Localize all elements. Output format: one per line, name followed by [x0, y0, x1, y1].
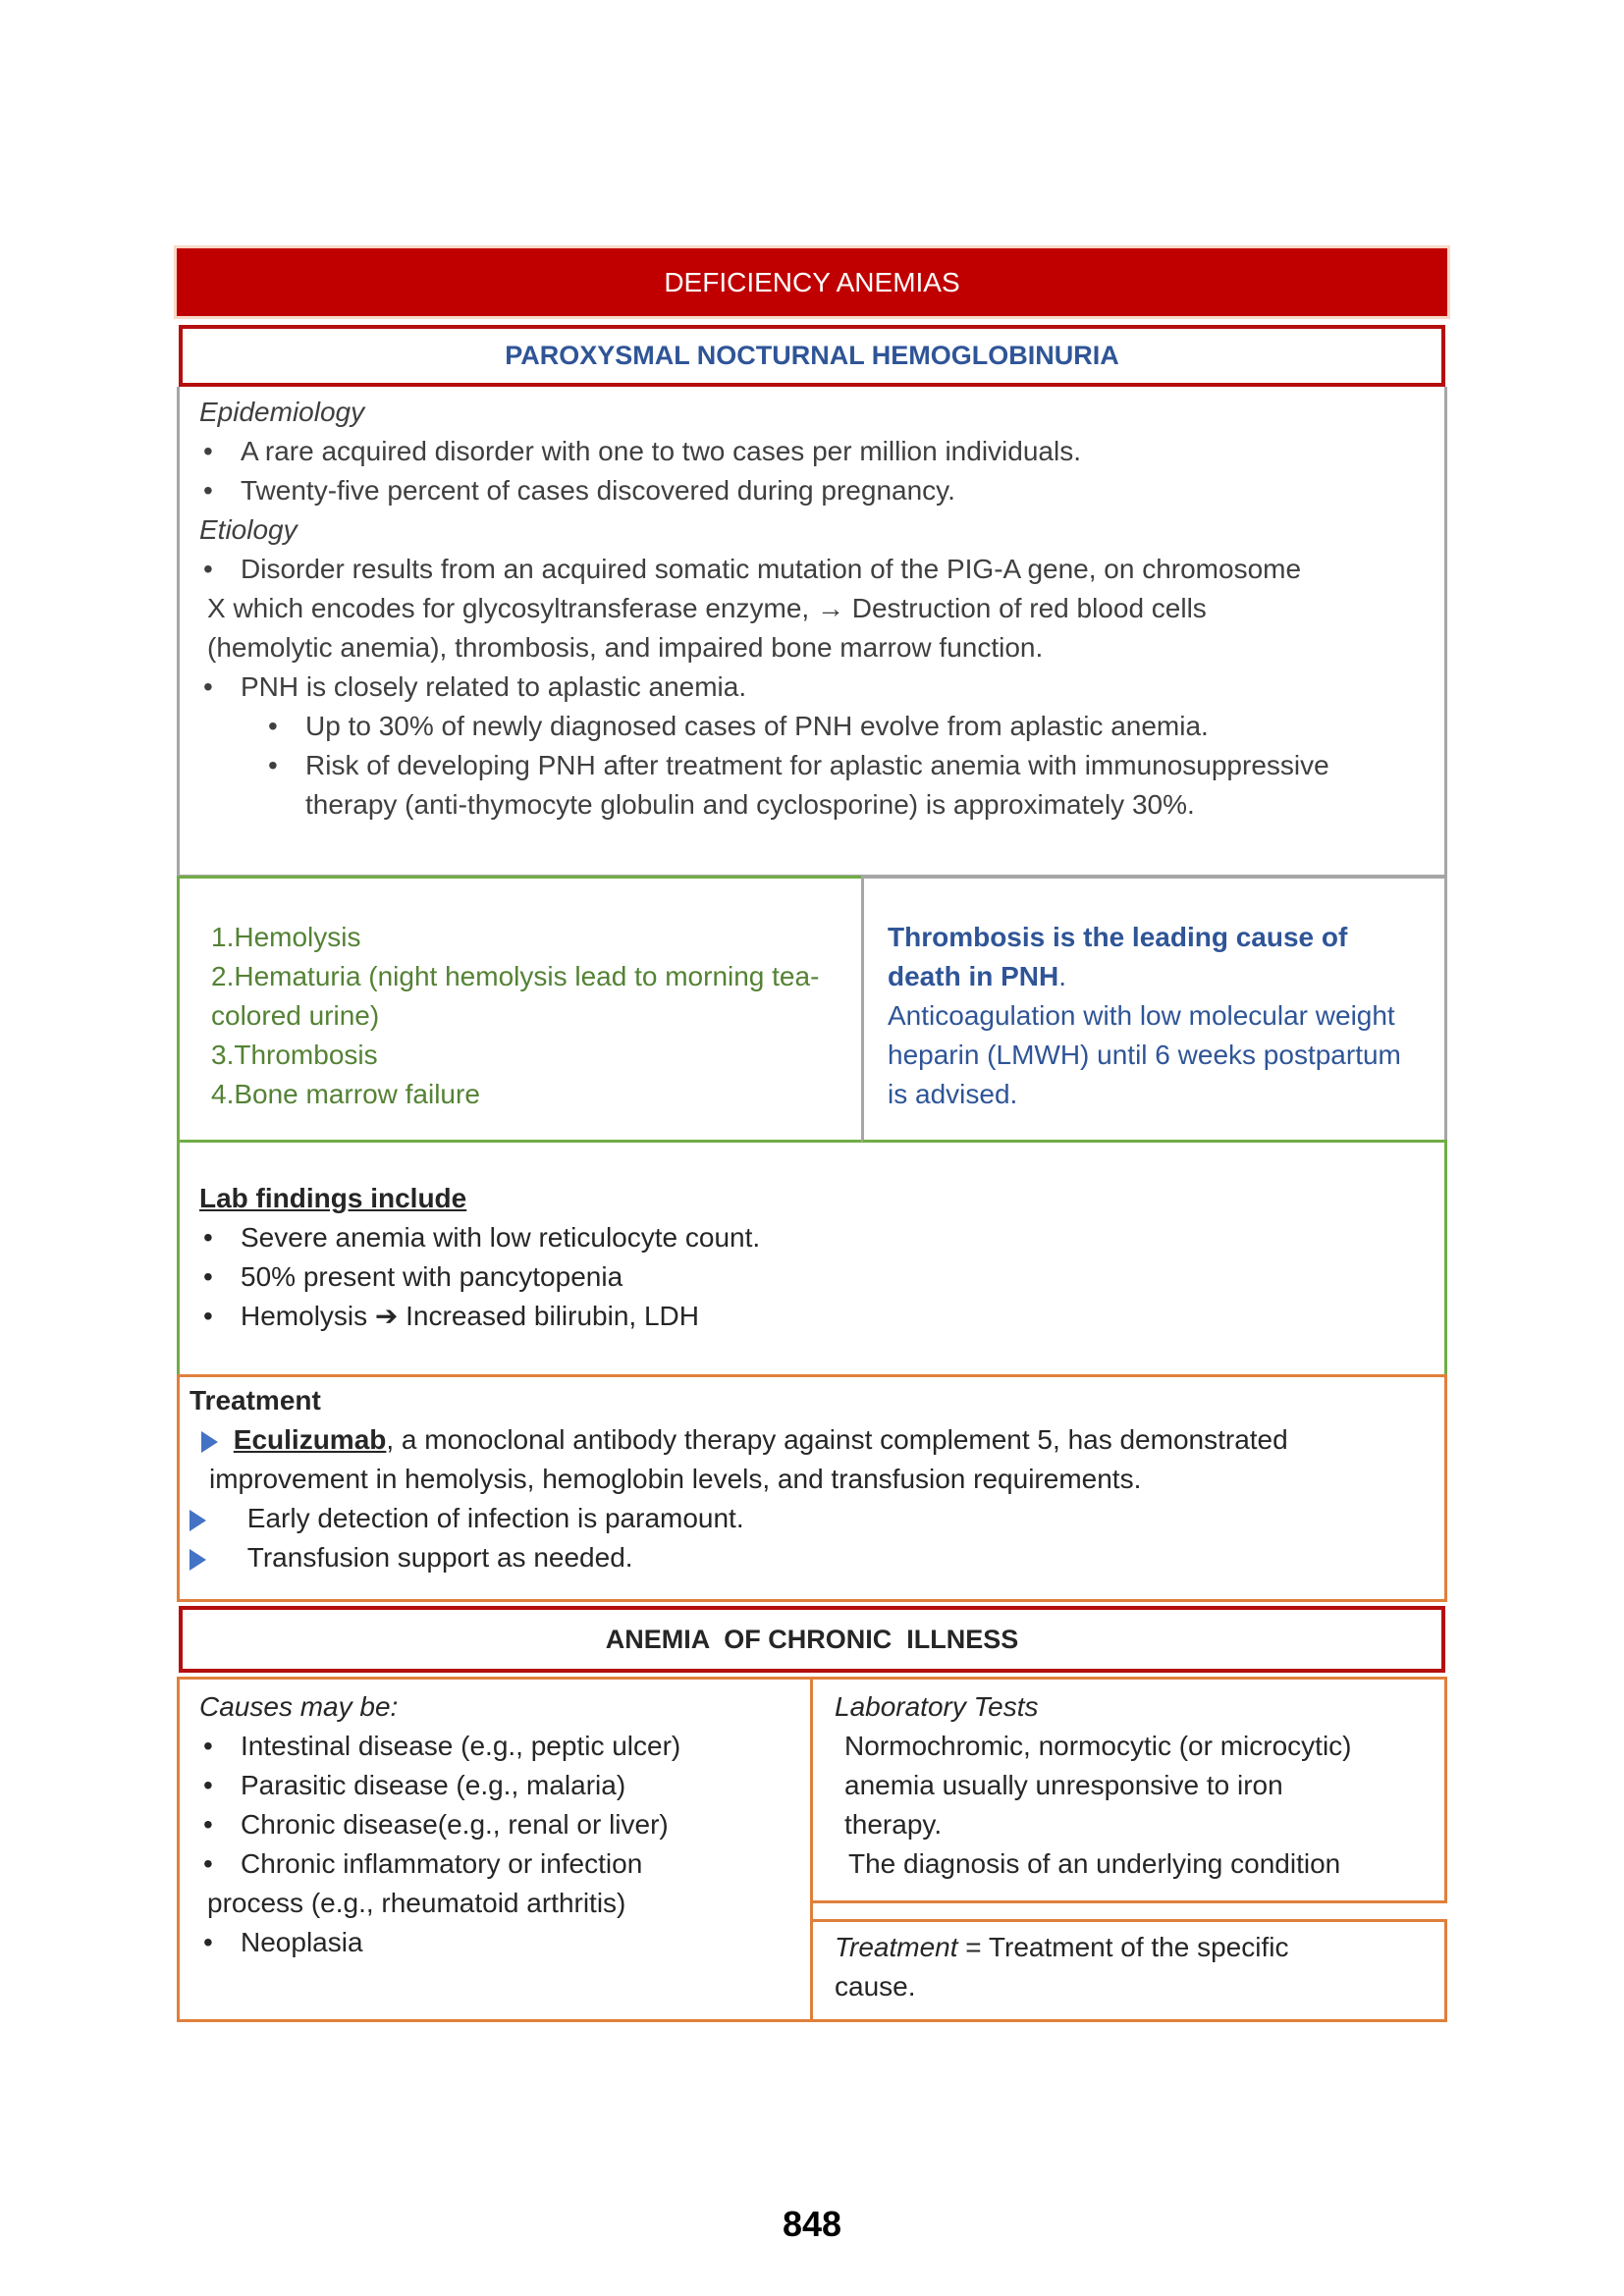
list-item: • Disorder results from an acquired somatic mutation of the PIG-A gene, on chromosome	[199, 550, 1425, 589]
lab-tests-heading: Laboratory Tests	[835, 1691, 1039, 1722]
etiology-list	[199, 550, 1425, 589]
list-item: • Intestinal disease (e.g., peptic ulcer)	[199, 1727, 810, 1766]
lab-findings	[177, 1140, 1447, 1375]
thrombosis-note	[861, 876, 1447, 1143]
list-item: • Chronic disease(e.g., renal or liver)	[199, 1805, 810, 1844]
etiology-list-2	[199, 667, 1425, 707]
chronic-title: ANEMIA OF CHRONIC ILLNESS	[605, 1624, 1019, 1654]
lab-list	[199, 1218, 1444, 1336]
list-item: • Parasitic disease (e.g., malaria)	[199, 1766, 810, 1805]
list-item: • Hemolysis ➔ Increased bilirubin, LDH	[199, 1297, 1444, 1336]
feature-item: 1.Hemolysis	[211, 922, 361, 952]
treatment-item-1: , a monoclonal antibody therapy against complement 5, has demonstrated	[386, 1424, 1288, 1455]
lab-tests-line: The diagnosis of an underlying condition	[848, 1848, 1341, 1879]
list-item: • Risk of developing PNH after treatment for aplastic anemia with immunosuppressive therapy (anti-thymocyte globulin and cyclosporine) is approximately 30%.	[199, 746, 1425, 825]
chronic-treatment-cont: cause.	[835, 1971, 916, 2002]
pnh-title-box	[179, 325, 1445, 387]
list-item: • A rare acquired disorder with one to two cases per million individuals.	[199, 432, 1425, 471]
lab-tests-line: Normochromic, normocytic (or microcytic)	[844, 1731, 1352, 1761]
thrombosis-bold-tail: .	[1058, 961, 1067, 991]
chronic-lab-tests	[810, 1677, 1447, 1903]
pnh-treatment	[177, 1374, 1447, 1602]
list-item: • Twenty-five percent of cases discovered during pregnancy.	[199, 471, 1425, 510]
pnh-overview	[177, 387, 1447, 878]
lab-tests-line: therapy.	[844, 1809, 943, 1840]
etiology-cont-2: (hemolytic anemia), thrombosis, and impaired bone marrow function.	[207, 632, 1044, 663]
list-item: • Severe anemia with low reticulocyte count.	[199, 1218, 1444, 1257]
lab-tests-line: anemia usually unresponsive to iron	[844, 1770, 1283, 1800]
feature-item: 2.Hematuria (night hemolysis lead to morning tea-colored urine)	[211, 961, 820, 1031]
chronic-treatment-label: Treatment	[835, 1932, 958, 1962]
list-item: • Up to 30% of newly diagnosed cases of PNH evolve from aplastic anemia.	[199, 707, 1425, 746]
chronic-title-box	[179, 1606, 1445, 1673]
treatment-item-1-cont: improvement in hemolysis, hemoglobin levels, and transfusion requirements.	[209, 1464, 1142, 1494]
epidemiology-heading: Epidemiology	[199, 397, 365, 427]
triangle-bullet-icon	[189, 1510, 206, 1531]
causes-list	[199, 1727, 810, 1884]
feature-item: 4.Bone marrow failure	[211, 1079, 480, 1109]
chronic-treatment-text: = Treatment of the specific	[957, 1932, 1289, 1962]
triangle-bullet-icon	[201, 1431, 218, 1453]
list-item: • Chronic inflammatory or infection	[199, 1844, 810, 1884]
etiology-sublist	[199, 707, 1425, 825]
chronic-causes	[177, 1677, 813, 2022]
eculizumab: Eculizumab	[233, 1424, 387, 1455]
thrombosis-text: Anticoagulation with low molecular weight heparin (LMWH) until 6 weeks postpartum is advised.	[888, 1000, 1401, 1109]
pnh-features	[177, 876, 864, 1143]
treatment-item-3: Transfusion support as needed.	[246, 1542, 633, 1573]
list-item: • 50% present with pancytopenia	[199, 1257, 1444, 1297]
list-item: • Neoplasia	[199, 1923, 810, 1962]
banner-title: DEFICIENCY ANEMIAS	[664, 266, 960, 297]
section-banner	[177, 248, 1447, 316]
treatment-item-2: Early detection of infection is paramount.	[246, 1503, 744, 1533]
page-number: 848	[782, 2204, 842, 2244]
lab-heading: Lab findings include	[199, 1183, 467, 1213]
causes-list-2	[199, 1923, 810, 1962]
thrombosis-bold: Thrombosis is the leading cause of death in PNH	[888, 922, 1348, 991]
feature-item: 3.Thrombosis	[211, 1040, 378, 1070]
treatment-heading: Treatment	[189, 1385, 321, 1415]
list-item: • PNH is closely related to aplastic anemia.	[199, 667, 1425, 707]
pnh-title: PAROXYSMAL NOCTURNAL HEMOGLOBINURIA	[505, 341, 1119, 370]
causes-heading: Causes may be:	[199, 1691, 399, 1722]
etiology-heading: Etiology	[199, 514, 298, 545]
triangle-bullet-icon	[189, 1549, 206, 1571]
etiology-cont-1: X which encodes for glycosyltransferase enzyme, → Destruction of red blood cells	[207, 593, 1207, 623]
chronic-treatment	[810, 1919, 1447, 2022]
causes-cont: process (e.g., rheumatoid arthritis)	[207, 1888, 626, 1918]
epidemiology-list	[199, 432, 1425, 510]
